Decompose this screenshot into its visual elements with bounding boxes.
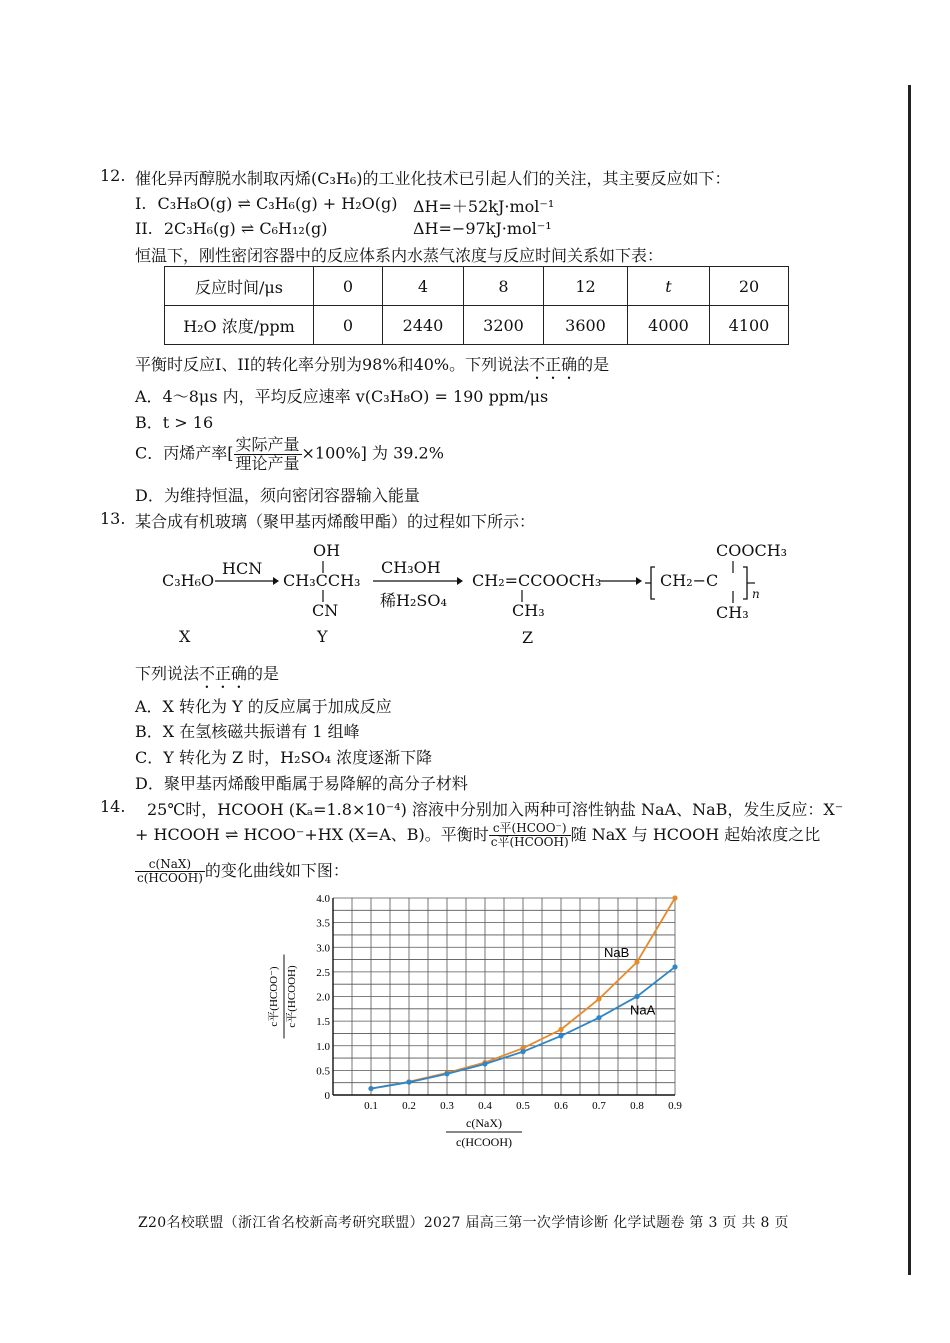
- q13-arrow1-reagent: HCN: [222, 559, 263, 578]
- q12-reaction-1: [135, 194, 397, 213]
- q14-number: 14.: [100, 797, 126, 816]
- q12-r1-enthalpy: ΔH=＋52kJ·mol⁻¹: [413, 197, 555, 216]
- y-tick-label: 1.0: [316, 1040, 330, 1053]
- q13-z-ch3: CH₃: [512, 601, 545, 620]
- q12-question-c: 的是: [577, 355, 610, 374]
- data-point-NaB: [596, 996, 601, 1001]
- data-point-NaB: [634, 959, 639, 964]
- x-tick-label: 0.8: [630, 1100, 644, 1112]
- q13-option-a: A．X 转化为 Y 的反应属于加成反应: [135, 697, 392, 716]
- frac-denominator: c(HCOOH): [137, 871, 203, 886]
- q13-option-b: B．X 在氢核磁共振谱有 1 组峰: [135, 722, 360, 741]
- q13-question-a: 下列说法: [135, 664, 200, 683]
- q13-label-y: Y: [317, 627, 328, 646]
- q13-p-cooch3: COOCH₃: [716, 541, 788, 560]
- q14-line2-a: + HCOOH ⇌ HCOO⁻+HX (X=A、B)。平衡时: [135, 825, 489, 845]
- q12-yield-fraction: [234, 436, 302, 472]
- frac-denominator: 理论产量: [235, 453, 300, 473]
- table-cell: 4: [383, 267, 464, 306]
- q12-option-c: [135, 436, 444, 472]
- data-point-NaA: [406, 1080, 411, 1085]
- data-point-NaA: [596, 1015, 601, 1020]
- q14-line-chart: [255, 888, 695, 1150]
- q14-line-3: [135, 858, 349, 885]
- q12-r2-label: II.: [135, 219, 153, 238]
- q13-question-emphasis: 不正确: [199, 664, 248, 683]
- q13-label-z: Z: [522, 628, 534, 647]
- y-axis-label-numerator: c平(HCOO⁻): [268, 966, 280, 1027]
- table-cell: 3200: [464, 306, 544, 345]
- q14-line-1: 25℃时，HCOOH (Kₐ=1.8×10⁻⁴) 溶液中分别加入两种可溶性钠盐 NaA、NaB，发生反应：X⁻: [147, 800, 844, 819]
- data-point-NaA: [368, 1086, 373, 1091]
- q13-label-x: X: [179, 627, 191, 646]
- data-point-NaB: [672, 895, 677, 900]
- data-point-NaA: [672, 964, 677, 969]
- frac-denominator: c平(HCOOH): [490, 835, 569, 850]
- x-tick-label: 0.3: [440, 1100, 454, 1112]
- x-axis-label-numerator: c(NaX): [466, 1116, 502, 1130]
- table-cell: 4100: [710, 306, 789, 345]
- y-tick-label: 4.0: [316, 893, 330, 905]
- q12-number: 12.: [100, 166, 126, 185]
- page-footer: Z20名校联盟（浙江省名校新高考研究联盟）2027 届高三第一次学情诊断 化学试题卷 第 3 页 共 8 页: [138, 1215, 789, 1231]
- x-tick-label: 0.7: [592, 1100, 606, 1112]
- q13-option-c: C．Y 转化为 Z 时，H₂SO₄ 浓度逐渐下降: [135, 748, 433, 767]
- q13-y-main: CH₃CCH₃: [283, 571, 361, 590]
- q12-r1-equation: C₃H₈O(g) ⇌ C₃H₆(g) + H₂O(g): [157, 194, 398, 213]
- y-tick-label: 0: [324, 1090, 330, 1102]
- q12-optc-b: ×100%] 为 39.2%: [301, 443, 444, 463]
- q13-p-n: n: [752, 587, 760, 601]
- q13-y-oh: OH: [313, 541, 341, 560]
- series-label-NaB: NaB: [604, 945, 630, 961]
- x-tick-label: 0.4: [478, 1100, 492, 1112]
- page-edge-bar: [908, 85, 911, 1275]
- table-cell: 反应时间/μs: [165, 267, 314, 306]
- q14-line3-b: 的变化曲线如下图：: [204, 861, 349, 881]
- q13-arrow2-reagent-bottom: 稀H₂SO₄: [380, 591, 447, 610]
- q12-question-a: 平衡时反应I、II的转化率分别为98%和40%。下列说法: [135, 355, 530, 374]
- q14-line2-b: 随 NaX 与 HCOOH 起始浓度之比: [570, 825, 821, 845]
- q13-option-d: D．聚甲基丙烯酸甲酯属于易降解的高分子材料: [135, 774, 468, 793]
- x-tick-label: 0.5: [516, 1100, 530, 1112]
- q12-reaction-2: [135, 219, 328, 238]
- data-point-NaB: [558, 1027, 563, 1032]
- q13-arrow2-reagent-top: CH₃OH: [381, 558, 441, 577]
- series-label-NaA: NaA: [630, 1002, 656, 1018]
- y-tick-label: 2.5: [316, 966, 330, 979]
- table-cell: 20: [710, 267, 789, 306]
- y-tick-label: 3.0: [316, 942, 330, 955]
- q13-question-c: 的是: [247, 664, 280, 683]
- table-cell: 0: [314, 306, 383, 345]
- q13-x-formula: C₃H₆O: [162, 571, 215, 590]
- q12-question: [135, 352, 609, 383]
- table-cell: 0: [314, 267, 383, 306]
- table-cell: t: [628, 267, 710, 306]
- q14-ratio-fraction: [489, 822, 571, 849]
- x-tick-label: 0.1: [364, 1100, 378, 1112]
- q13-arrow-1: [215, 576, 279, 586]
- q12-option-b: B．t > 16: [135, 413, 214, 432]
- table-cell: 12: [544, 267, 628, 306]
- data-point-NaA: [482, 1061, 487, 1066]
- frac-numerator: c平(HCOO⁻): [489, 822, 571, 836]
- q13-y-cn: CN: [312, 601, 339, 620]
- q12-data-table: [164, 266, 789, 345]
- data-point-NaA: [558, 1033, 563, 1038]
- q13-p-main: CH₂−C: [660, 571, 719, 590]
- q14-line-2: [135, 822, 820, 849]
- x-axis-label-denominator: c(HCOOH): [456, 1135, 512, 1149]
- table-row: [165, 306, 789, 345]
- y-tick-label: 3.5: [316, 917, 330, 930]
- q13-stem: 某合成有机玻璃（聚甲基丙烯酸甲酯）的过程如下所示：: [135, 512, 536, 531]
- y-tick-label: 1.5: [316, 1016, 330, 1029]
- y-axis-label-denominator: c平(HCOOH): [286, 965, 298, 1028]
- q13-z-main: CH₂=CCOOCH₃: [472, 571, 602, 590]
- q14-conc-ratio-fraction: [135, 858, 205, 885]
- q12-r2-equation: 2C₃H₆(g) ⇌ C₆H₁₂(g): [163, 219, 328, 238]
- data-point-NaA: [634, 994, 639, 999]
- frac-numerator: c(NaX): [135, 858, 205, 872]
- q13-question: [135, 661, 279, 692]
- q13-p-ch3: CH₃: [716, 603, 749, 622]
- table-cell: H₂O 浓度/ppm: [165, 306, 314, 345]
- x-tick-label: 0.9: [668, 1100, 682, 1112]
- q12-option-d: D．为维持恒温，须向密闭容器输入能量: [135, 486, 420, 505]
- table-cell: 4000: [628, 306, 710, 345]
- table-row: [165, 267, 789, 306]
- table-cell: 2440: [383, 306, 464, 345]
- q13-arrow-3: [600, 576, 642, 586]
- q12-r1-label: I.: [135, 194, 147, 213]
- table-cell: 8: [464, 267, 544, 306]
- table-cell: 3600: [544, 306, 628, 345]
- q12-table-intro: 恒温下，刚性密闭容器中的反应体系内水蒸气浓度与反应时间关系如下表：: [135, 246, 664, 265]
- data-point-NaA: [520, 1049, 525, 1054]
- q13-number: 13.: [100, 509, 126, 528]
- x-tick-label: 0.2: [402, 1100, 416, 1112]
- y-tick-label: 2.0: [316, 991, 330, 1004]
- q12-stem: 催化异丙醇脱水制取丙烯(C₃H₆)的工业化技术已引起人们的关注，其主要反应如下：: [135, 169, 731, 188]
- q12-optc-a: C．丙烯产率[: [135, 443, 234, 463]
- y-tick-label: 0.5: [316, 1065, 330, 1078]
- x-tick-label: 0.6: [554, 1100, 568, 1112]
- frac-numerator: 实际产量: [235, 435, 300, 454]
- q12-option-a: A．4～8μs 内，平均反应速率 v(C₃H₈O) = 190 ppm/μs: [135, 387, 549, 406]
- data-point-NaA: [444, 1071, 449, 1076]
- q13-arrow-2: [373, 576, 463, 586]
- q12-r2-enthalpy: ΔH=−97kJ·mol⁻¹: [413, 219, 552, 238]
- q12-question-emphasis: 不正确: [529, 355, 578, 374]
